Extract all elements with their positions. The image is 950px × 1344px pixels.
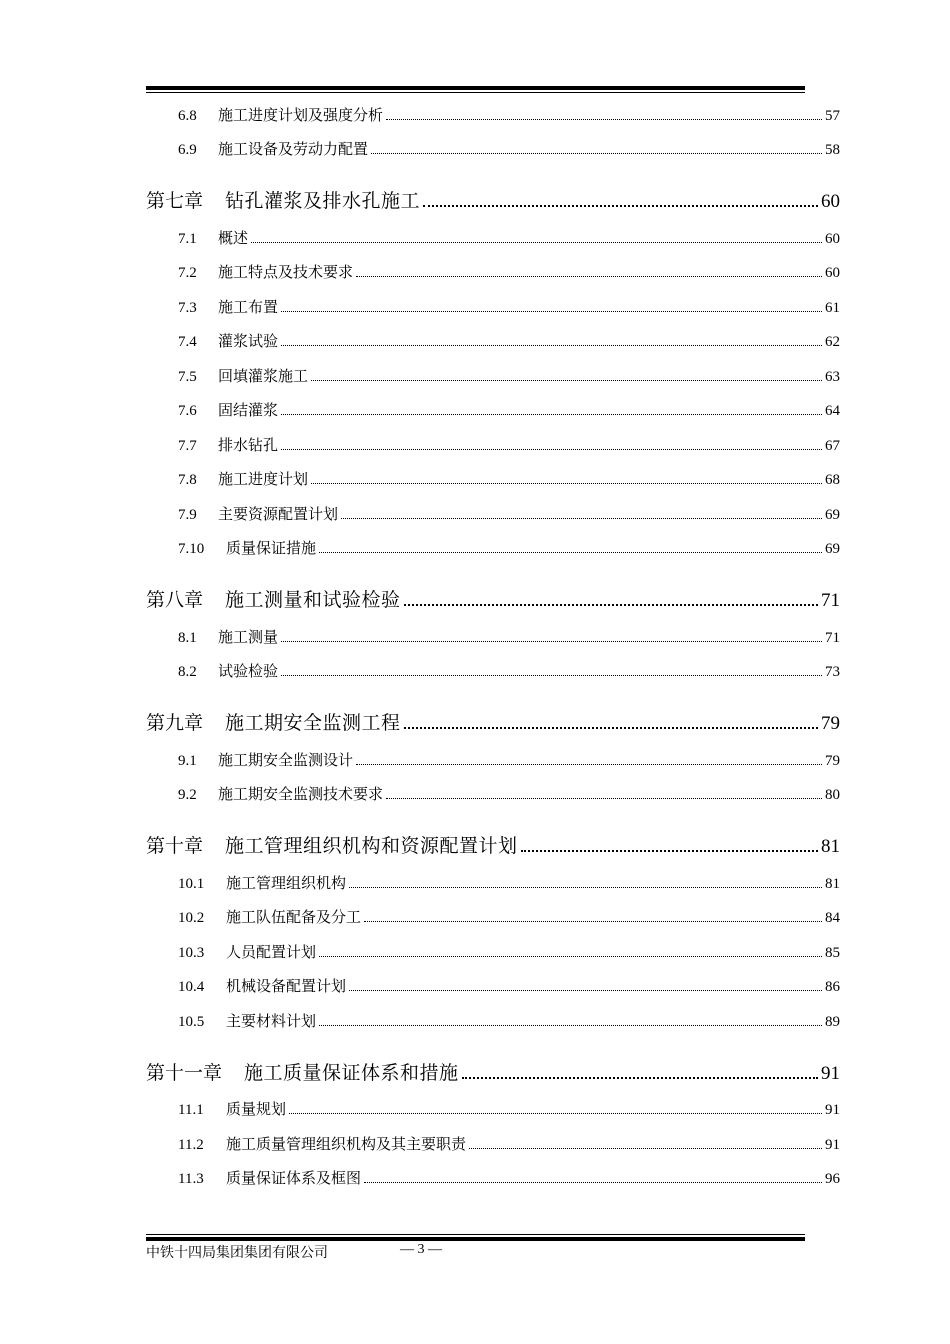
toc-dot-leader bbox=[349, 887, 822, 888]
toc-entry-page: 79 bbox=[825, 752, 840, 769]
toc-entry-page: 73 bbox=[825, 664, 840, 680]
toc-entry-page: 71 bbox=[821, 590, 840, 611]
toc-entry-number: 7.3 bbox=[178, 299, 197, 316]
toc-section-entry[interactable] bbox=[146, 317, 840, 352]
toc-entry-title: 概述 bbox=[218, 228, 249, 247]
toc-entry-page: 67 bbox=[825, 437, 840, 454]
toc-entry-number: 11.1 bbox=[178, 1102, 204, 1118]
toc-dot-leader bbox=[251, 242, 822, 243]
toc-entry-page: 91 bbox=[825, 1136, 840, 1153]
toc-entry-number: 8.2 bbox=[178, 664, 197, 680]
toc-dot-leader bbox=[423, 205, 818, 207]
toc-section-entry[interactable] bbox=[146, 770, 840, 805]
toc-entry-number: 6.8 bbox=[178, 107, 197, 124]
toc-dot-leader bbox=[364, 1182, 822, 1183]
toc-section-entry[interactable] bbox=[146, 927, 840, 962]
toc-dot-leader bbox=[371, 153, 822, 154]
toc-entry-number: 11.2 bbox=[178, 1136, 204, 1153]
toc-entry-title: 施工布置 bbox=[218, 297, 279, 316]
toc-entry-number: 第十一章 bbox=[146, 1061, 223, 1084]
toc-section-entry[interactable] bbox=[146, 420, 840, 455]
table-of-contents bbox=[146, 90, 840, 1188]
toc-entry-number: 7.6 bbox=[178, 403, 197, 419]
toc-dot-leader bbox=[404, 727, 818, 729]
toc-entry-number: 7.2 bbox=[178, 265, 197, 281]
toc-dot-leader bbox=[521, 850, 818, 852]
toc-dot-leader bbox=[341, 518, 822, 519]
toc-entry-page: 57 bbox=[825, 107, 840, 124]
toc-entry-title: 施工管理组织机构 bbox=[226, 873, 347, 892]
toc-dot-leader bbox=[289, 1113, 822, 1114]
toc-entry-title: 人员配置计划 bbox=[226, 942, 317, 961]
toc-entry-title: 施工质量管理组织机构及其主要职责 bbox=[226, 1134, 467, 1153]
toc-entry-number: 10.2 bbox=[178, 910, 205, 926]
toc-entry-number: 9.1 bbox=[178, 752, 197, 769]
toc-section-entry[interactable] bbox=[146, 524, 840, 559]
toc-entry-page: 61 bbox=[825, 299, 840, 316]
toc-section-entry[interactable] bbox=[146, 1085, 840, 1120]
toc-dot-leader bbox=[281, 641, 822, 642]
toc-entry-page: 68 bbox=[825, 472, 840, 488]
toc-dot-leader bbox=[349, 990, 822, 991]
toc-entry-number: 第七章 bbox=[146, 190, 204, 212]
toc-entry-number: 7.8 bbox=[178, 472, 197, 488]
toc-chapter-entry[interactable] bbox=[146, 558, 840, 612]
toc-entry-page: 63 bbox=[825, 368, 840, 385]
toc-entry-title: 钻孔灌浆及排水孔施工 bbox=[225, 190, 421, 212]
toc-section-entry[interactable] bbox=[146, 1119, 840, 1154]
footer-page-number: — 3 — bbox=[400, 1242, 442, 1257]
toc-entry-page: 81 bbox=[821, 836, 840, 857]
toc-entry-number: 第九章 bbox=[146, 712, 204, 734]
toc-entry-title: 回填灌浆施工 bbox=[218, 366, 309, 385]
toc-entry-number: 7.4 bbox=[178, 334, 197, 350]
toc-section-entry[interactable] bbox=[146, 996, 840, 1031]
toc-entry-number: 7.1 bbox=[178, 230, 197, 247]
toc-dot-leader bbox=[311, 380, 822, 381]
toc-entry-title: 施工进度计划 bbox=[218, 470, 309, 488]
toc-entry-number: 8.1 bbox=[178, 629, 197, 646]
toc-entry-page: 91 bbox=[821, 1062, 840, 1084]
toc-dot-leader bbox=[386, 119, 822, 120]
toc-entry-title: 施工进度计划及强度分析 bbox=[218, 105, 384, 124]
toc-dot-leader bbox=[311, 483, 822, 484]
toc-entry-number: 11.3 bbox=[178, 1171, 204, 1187]
toc-entry-number: 7.5 bbox=[178, 368, 197, 385]
toc-dot-leader bbox=[364, 921, 822, 922]
toc-section-entry[interactable] bbox=[146, 213, 840, 248]
toc-chapter-entry[interactable] bbox=[146, 1031, 840, 1085]
toc-entry-page: 64 bbox=[825, 403, 840, 419]
toc-section-entry[interactable] bbox=[146, 282, 840, 317]
toc-entry-number: 第八章 bbox=[146, 589, 204, 611]
footer-company: 中铁十四局集团集团有限公司 bbox=[146, 1245, 328, 1261]
toc-entry-page: 60 bbox=[825, 230, 840, 247]
toc-entry-title: 施工期安全监测工程 bbox=[225, 712, 401, 734]
toc-entry-page: 91 bbox=[825, 1102, 840, 1118]
toc-entry-title: 试验检验 bbox=[218, 662, 279, 680]
toc-entry-title: 主要材料计划 bbox=[226, 1011, 317, 1030]
toc-entry-title: 施工质量保证体系和措施 bbox=[244, 1061, 459, 1084]
toc-dot-leader bbox=[404, 604, 818, 606]
toc-section-entry[interactable] bbox=[146, 735, 840, 770]
toc-chapter-entry[interactable] bbox=[146, 681, 840, 735]
toc-entry-title: 施工特点及技术要求 bbox=[218, 263, 354, 281]
toc-entry-title: 施工管理组织机构和资源配置计划 bbox=[225, 835, 518, 857]
toc-entry-page: 80 bbox=[825, 787, 840, 803]
toc-entry-title: 排水钻孔 bbox=[218, 435, 279, 454]
toc-dot-leader bbox=[281, 675, 822, 676]
toc-entry-page: 60 bbox=[825, 265, 840, 281]
toc-dot-leader bbox=[319, 1025, 822, 1026]
toc-entry-page: 71 bbox=[825, 629, 840, 646]
toc-dot-leader bbox=[281, 449, 822, 450]
toc-entry-page: 86 bbox=[825, 979, 840, 995]
toc-dot-leader bbox=[386, 798, 822, 799]
toc-entry-title: 施工队伍配备及分工 bbox=[226, 908, 362, 926]
toc-section-entry[interactable] bbox=[146, 125, 840, 160]
toc-entry-title: 主要资源配置计划 bbox=[218, 504, 339, 523]
toc-entry-page: 85 bbox=[825, 944, 840, 961]
toc-entry-number: 9.2 bbox=[178, 787, 197, 803]
toc-chapter-entry[interactable] bbox=[146, 159, 840, 213]
toc-dot-leader bbox=[319, 956, 822, 957]
toc-section-entry[interactable] bbox=[146, 248, 840, 283]
toc-entry-number: 6.9 bbox=[178, 142, 197, 158]
toc-section-entry[interactable] bbox=[146, 455, 840, 490]
toc-entry-page: 96 bbox=[825, 1171, 840, 1187]
toc-entry-title: 灌浆试验 bbox=[218, 332, 279, 350]
toc-section-entry[interactable] bbox=[146, 351, 840, 386]
toc-entry-page: 58 bbox=[825, 142, 840, 158]
toc-entry-page: 89 bbox=[825, 1013, 840, 1030]
toc-dot-leader bbox=[469, 1148, 822, 1149]
toc-section-entry[interactable] bbox=[146, 489, 840, 524]
toc-section-entry[interactable] bbox=[146, 893, 840, 928]
toc-entry-page: 79 bbox=[821, 713, 840, 734]
toc-entry-page: 69 bbox=[825, 541, 840, 557]
footer-rule bbox=[146, 1234, 805, 1241]
toc-entry-title: 施工测量和试验检验 bbox=[225, 589, 401, 611]
toc-dot-leader bbox=[281, 414, 822, 415]
toc-section-entry[interactable] bbox=[146, 90, 840, 125]
toc-dot-leader bbox=[319, 552, 822, 553]
toc-entry-title: 质量规划 bbox=[226, 1100, 287, 1118]
toc-entry-number: 10.4 bbox=[178, 979, 205, 995]
toc-entry-title: 施工期安全监测设计 bbox=[218, 750, 354, 769]
toc-section-entry[interactable] bbox=[146, 858, 840, 893]
toc-entry-page: 62 bbox=[825, 334, 840, 350]
toc-entry-title: 施工测量 bbox=[218, 627, 279, 646]
toc-entry-number: 7.9 bbox=[178, 506, 197, 523]
toc-entry-page: 69 bbox=[825, 506, 840, 523]
toc-dot-leader bbox=[281, 345, 822, 346]
toc-dot-leader bbox=[281, 311, 822, 312]
toc-dot-leader bbox=[356, 764, 822, 765]
toc-entry-number: 10.1 bbox=[178, 875, 205, 892]
toc-entry-title: 施工期安全监测技术要求 bbox=[218, 785, 384, 803]
toc-entry-number: 第十章 bbox=[146, 835, 204, 857]
toc-section-entry[interactable] bbox=[146, 1154, 840, 1189]
toc-section-entry[interactable] bbox=[146, 386, 840, 421]
toc-section-entry[interactable] bbox=[146, 647, 840, 682]
toc-entry-number: 7.7 bbox=[178, 437, 197, 454]
toc-entry-title: 质量保证措施 bbox=[226, 539, 317, 557]
toc-entry-title: 机械设备配置计划 bbox=[226, 977, 347, 995]
toc-dot-leader bbox=[356, 276, 822, 277]
toc-chapter-entry[interactable] bbox=[146, 804, 840, 858]
toc-entry-number: 10.5 bbox=[178, 1013, 205, 1030]
toc-entry-page: 84 bbox=[825, 910, 840, 926]
toc-dot-leader bbox=[462, 1077, 818, 1079]
toc-entry-page: 81 bbox=[825, 875, 840, 892]
toc-section-entry[interactable] bbox=[146, 962, 840, 997]
toc-entry-title: 固结灌浆 bbox=[218, 401, 279, 419]
toc-section-entry[interactable] bbox=[146, 612, 840, 647]
toc-entry-title: 质量保证体系及框图 bbox=[226, 1169, 362, 1187]
toc-entry-number: 10.3 bbox=[178, 944, 205, 961]
toc-entry-number: 7.10 bbox=[178, 541, 205, 557]
toc-entry-title: 施工设备及劳动力配置 bbox=[218, 140, 369, 158]
toc-entry-page: 60 bbox=[821, 191, 840, 212]
